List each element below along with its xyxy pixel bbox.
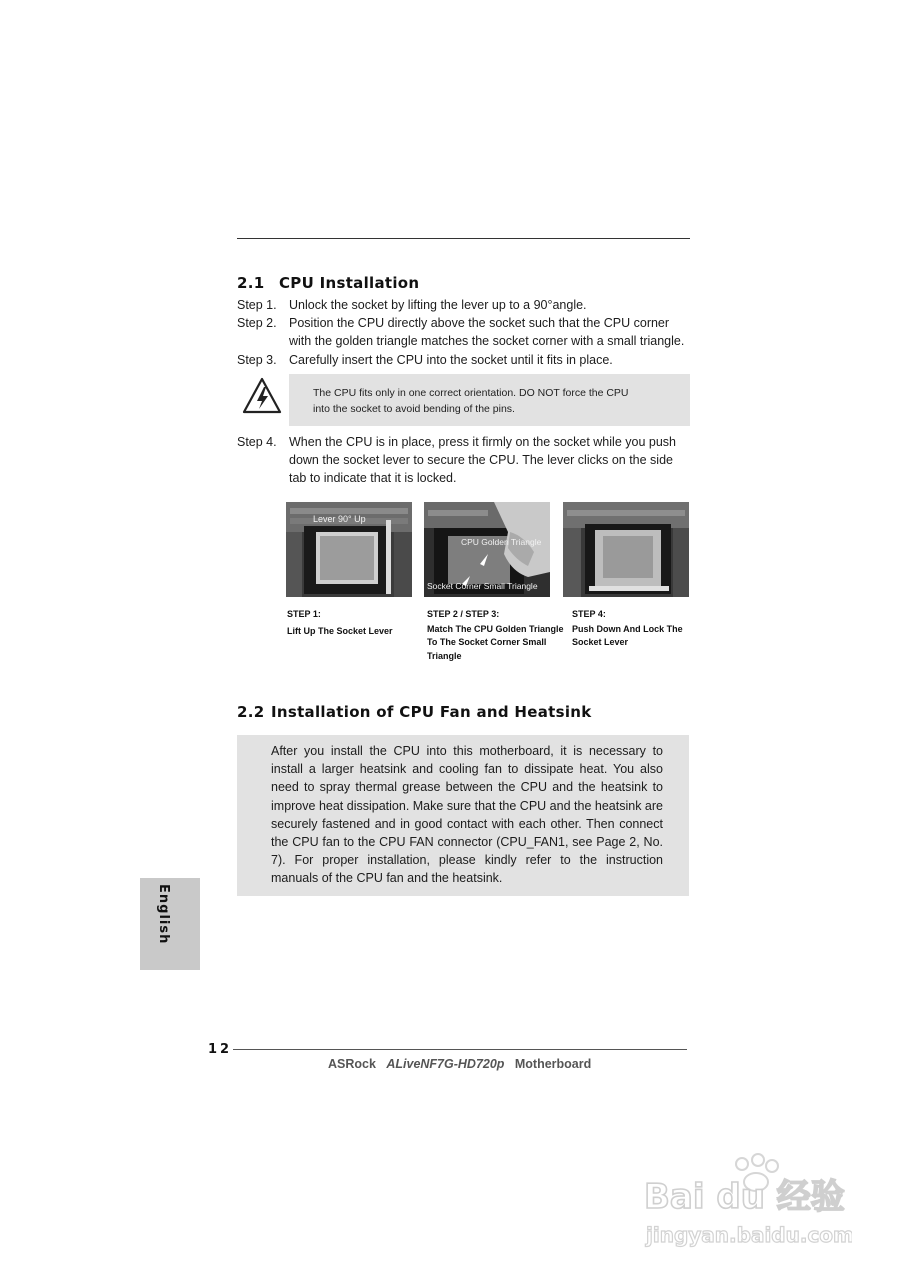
section-1-number: 2.1 — [237, 274, 265, 292]
warning-text — [313, 385, 673, 417]
step-3-label: Step 3. — [237, 353, 277, 367]
page-number: 12 — [208, 1042, 233, 1057]
step-4-text: When the CPU is in place, press it firmly on the socket while you push down the socket lever to secure the CPU. The lever clicks on the side tab to indicate that it is locked. — [289, 435, 676, 485]
warning-line-2: into the socket to avoid bending of the pins. — [313, 403, 515, 415]
step-2-label: Step 2. — [237, 316, 277, 330]
step-4-label: Step 4. — [237, 435, 277, 449]
step-1-text: Unlock the socket by lifting the lever up to a 90°angle. — [289, 298, 587, 312]
section-1-heading: CPU Installation — [279, 274, 420, 292]
section-2-number: 2.2 — [237, 703, 265, 721]
step-1-label: Step 1. — [237, 298, 277, 312]
figure-1-caption-title: STEP 1: — [287, 609, 321, 619]
figure-step-4-photo — [563, 502, 689, 597]
step-3-text: Carefully insert the CPU into the socket until it fits in place. — [289, 353, 613, 367]
figure-2-caption — [427, 608, 569, 663]
language-side-tab-text: English — [156, 884, 171, 945]
section-2-heading: Installation of CPU Fan and Heatsink — [271, 703, 592, 721]
footer-product: Motherboard — [514, 1057, 592, 1071]
figure-1-overlay-label: Lever 90° Up — [313, 514, 366, 524]
step-3 — [237, 351, 697, 369]
step-1 — [237, 296, 697, 314]
header-rule — [237, 238, 690, 239]
figure-3-caption-text: Push Down And Lock The Socket Lever — [572, 623, 683, 647]
step-2 — [237, 314, 697, 350]
step-2-text: Position the CPU directly above the socket such that the CPU corner with the golden triangle matches the socket corner with a small triangle. — [289, 316, 685, 348]
figure-2-overlay-top-label: CPU Golden Triangle — [461, 537, 542, 547]
baidu-jingyan-watermark — [642, 1150, 852, 1255]
watermark-logo: Bai du 经验 — [644, 1177, 845, 1217]
footer-rule — [233, 1049, 687, 1050]
watermark-url: jingyan.baidu.com — [646, 1223, 852, 1247]
footer-brand: ASRock — [328, 1057, 376, 1071]
figure-2-caption-text: Match The CPU Golden Triangle To The Socket Corner Small Triangle — [427, 623, 564, 661]
section-2-title — [237, 703, 592, 721]
step-4 — [237, 433, 697, 487]
section-1-title — [237, 274, 419, 292]
figure-1-caption — [287, 608, 417, 638]
warning-triangle-lightning-icon — [241, 376, 283, 416]
section-2-body-text: After you install the CPU into this motherboard, it is necessary to install a larger heatsink and cooling fan to dissipate heat. You also need to spray thermal grease between the CPU and the heatsink to improve heat dissipation. Make sure that the CPU and the heatsink are securely fastened and in good contact with each other. Then connect the CPU fan to the CPU FAN connector (CPU_FAN1, see Page 2, No. 7). For proper installation, please kindly refer to the instruction manuals of the CPU fan and the heatsink. — [271, 744, 663, 886]
figure-1-caption-text: Lift Up The Socket Lever — [287, 625, 393, 636]
warning-line-1: The CPU fits only in one correct orientation. DO NOT force the CPU — [313, 387, 629, 399]
footer-model: ALiveNF7G-HD720p — [386, 1057, 505, 1071]
footer-product-line — [328, 1057, 591, 1071]
figure-3-caption — [572, 608, 692, 650]
figure-3-caption-title: STEP 4: — [572, 609, 606, 619]
figure-2-overlay-bottom-label: Socket Corner Small Triangle — [427, 581, 538, 591]
figure-2-caption-title: STEP 2 / STEP 3: — [427, 609, 500, 619]
language-side-tab-label — [156, 884, 184, 964]
